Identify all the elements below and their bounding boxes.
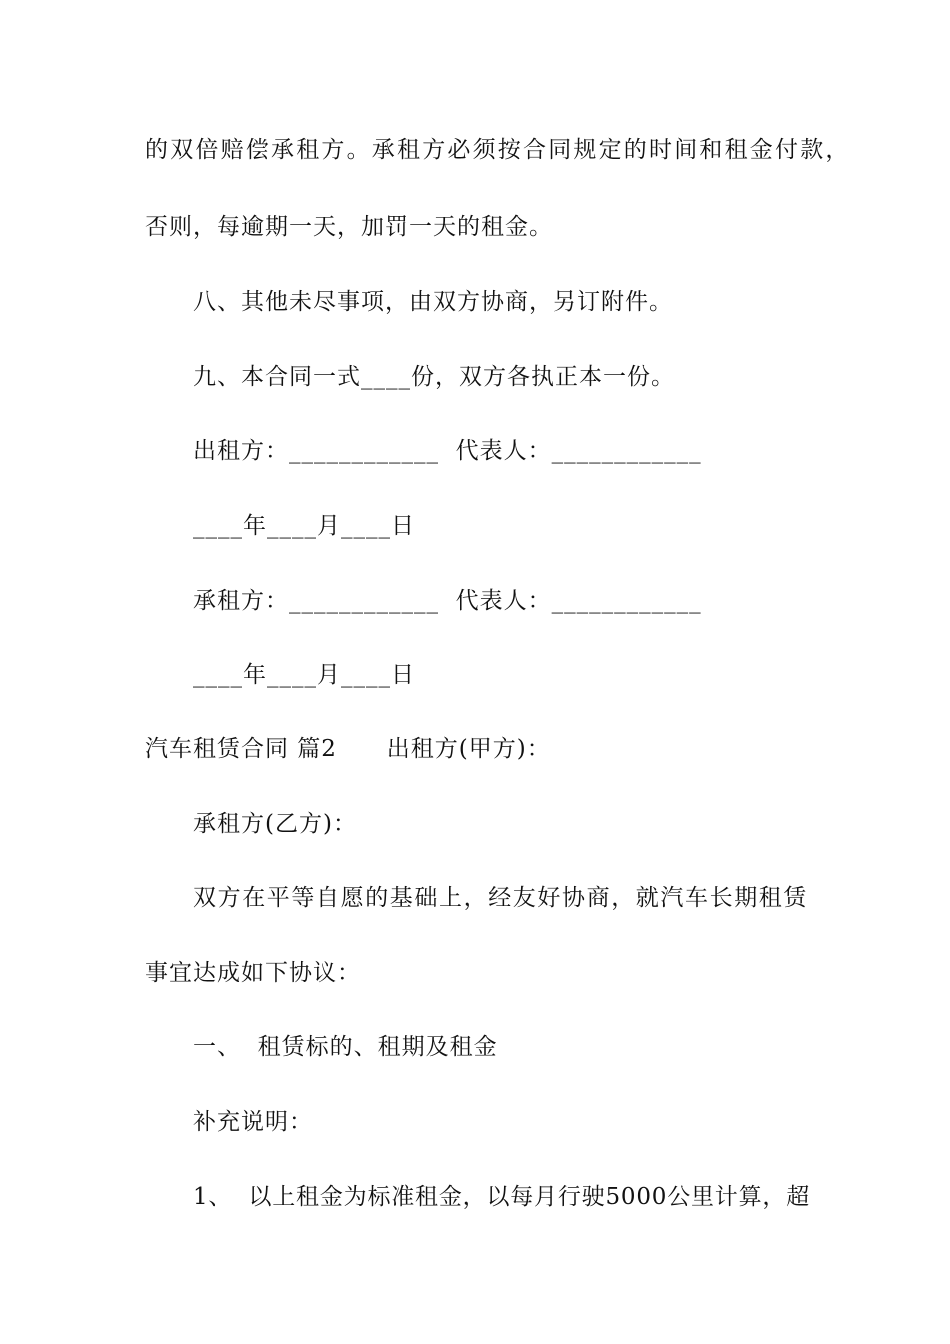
paragraph-line: 的双倍赔偿承租方。承租方必须按合同规定的时间和租金付款， xyxy=(145,137,851,163)
clause-nine: 九、本合同一式____份，双方各执正本一份。 xyxy=(193,364,675,390)
lessee-party-label: 承租方(乙方)： xyxy=(193,811,357,837)
preamble-line: 双方在平等自愿的基础上，经友好协商，就汽车长期租赁 xyxy=(193,885,808,911)
lessee-date-line: ____年____月____日 xyxy=(193,662,415,688)
lessor-date-line: ____年____月____日 xyxy=(193,513,415,539)
heading-lease-subject: 一、 租赁标的、租期及租金 xyxy=(193,1034,498,1060)
preamble-line: 事宜达成如下协议： xyxy=(145,960,361,986)
supplementary-item-1: 1、 以上租金为标准租金，以每月行驶5000公里计算，超 xyxy=(193,1184,810,1210)
clause-eight: 八、其他未尽事项，由双方协商，另订附件。 xyxy=(193,289,673,315)
lessor-signature-line: 出租方：____________ 代表人：____________ xyxy=(193,438,702,464)
section-title-contract-2: 汽车租赁合同 篇2 出租方(甲方)： xyxy=(145,736,551,762)
paragraph-line: 否则，每逾期一天，加罚一天的租金。 xyxy=(145,214,553,240)
supplementary-note-label: 补充说明： xyxy=(193,1109,313,1135)
lessee-signature-line: 承租方：____________ 代表人：____________ xyxy=(193,588,702,614)
